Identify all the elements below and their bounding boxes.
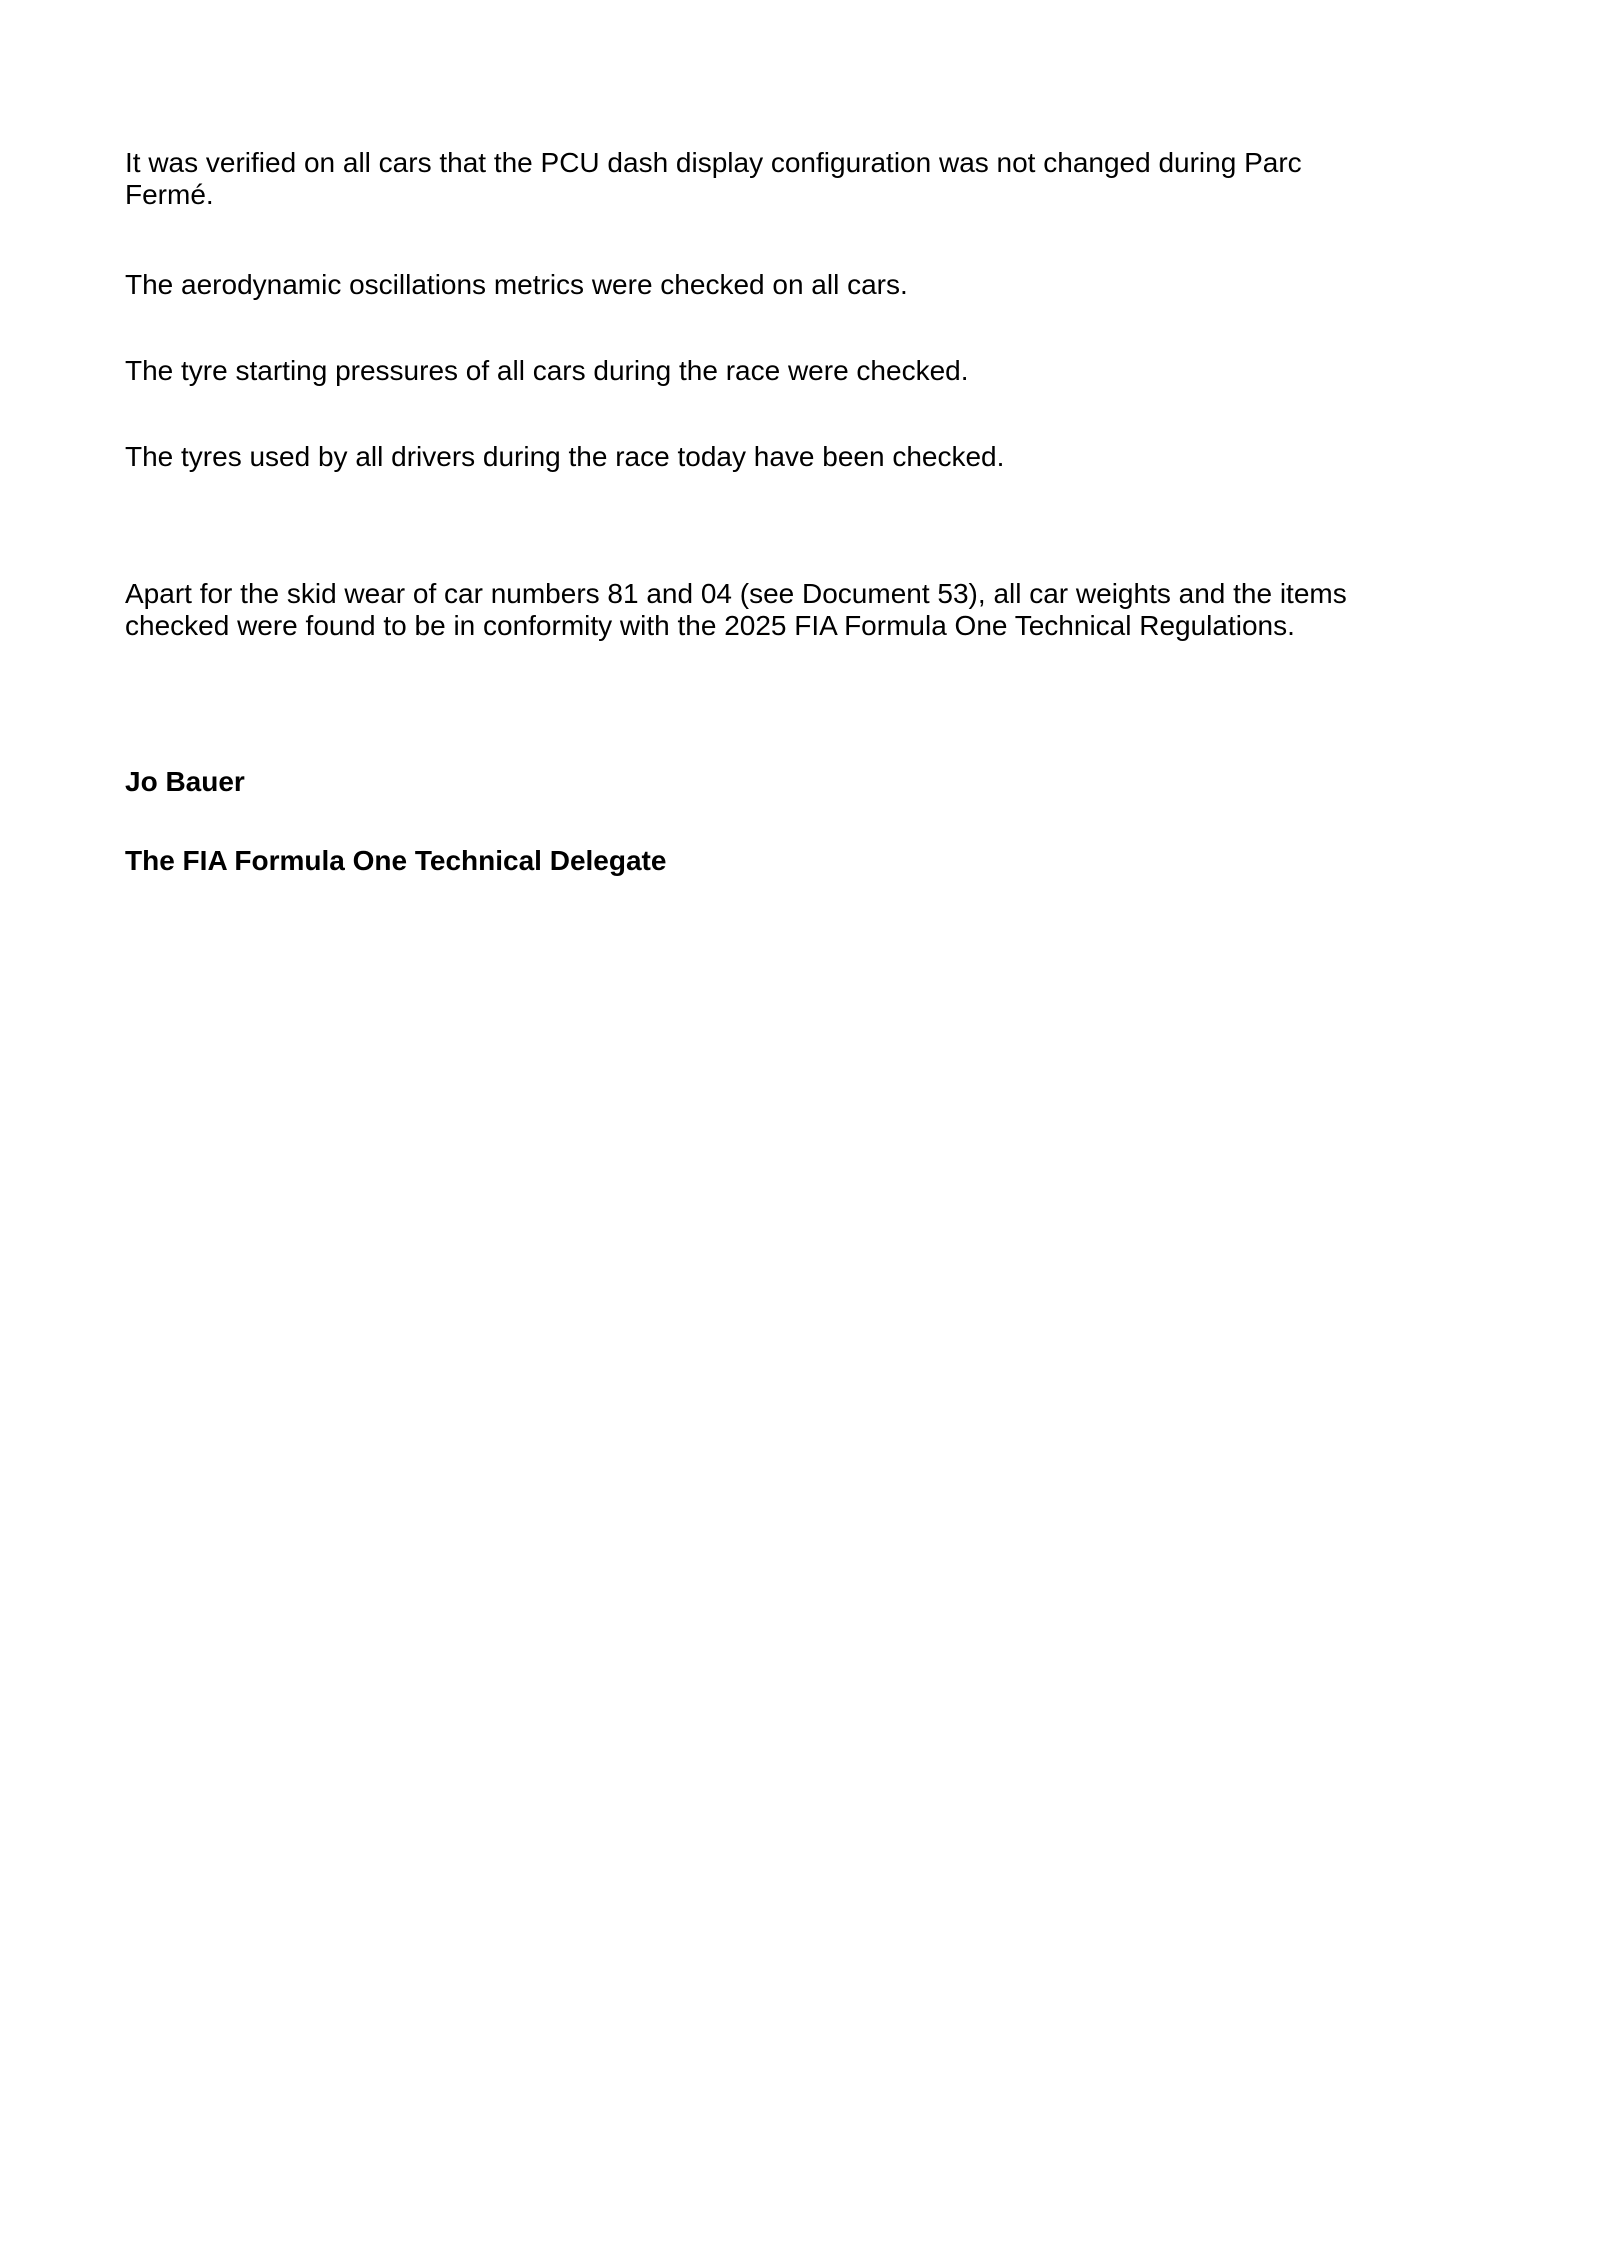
paragraph-line: Fermé. [125,179,214,210]
signature-title: The FIA Formula One Technical Delegate [125,845,667,876]
paragraph-line: The tyres used by all drivers during the race today have been checked. [125,441,1005,472]
paragraph-aero-oscillations [125,269,1410,301]
paragraph-line: Apart for the skid wear of car numbers 81 and 04 (see Document 53), all car weights and the items [125,578,1347,609]
paragraph-line: It was verified on all cars that the PCU dash display configuration was not changed during Parc [125,147,1302,178]
signature-name: Jo Bauer [125,766,245,797]
paragraph-line: checked were found to be in conformity with the 2025 FIA Formula One Technical Regulations. [125,610,1295,641]
paragraph-tyres-used [125,441,1410,473]
paragraph-line: The tyre starting pressures of all cars during the race were checked. [125,355,969,386]
paragraph-tyre-pressures [125,355,1410,387]
paragraph-conformity [125,578,1410,642]
paragraph-parc-ferme [125,147,1410,211]
paragraph-line: The aerodynamic oscillations metrics were checked on all cars. [125,269,908,300]
